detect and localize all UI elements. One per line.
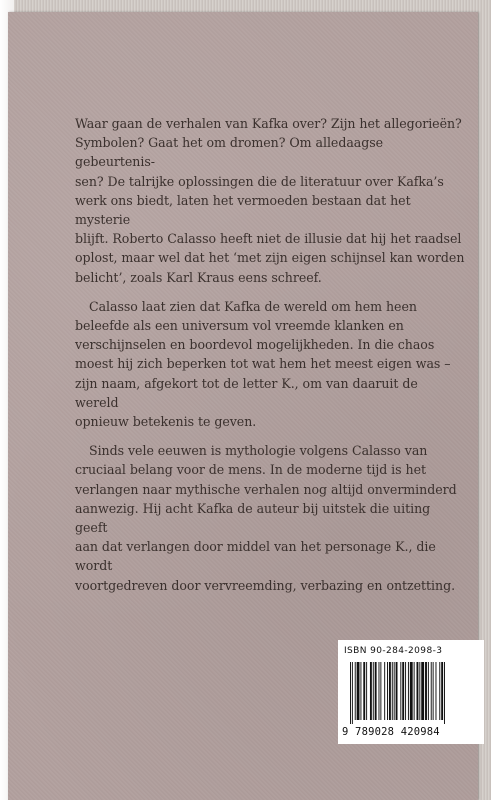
ean-digits: 9 789028 420984 bbox=[342, 726, 440, 738]
barcode-bar bbox=[439, 662, 440, 720]
barcode-label bbox=[338, 640, 484, 744]
barcode-bar bbox=[357, 662, 360, 720]
barcode-bar bbox=[394, 662, 395, 720]
barcode-bar bbox=[350, 662, 351, 724]
barcode-bar bbox=[441, 662, 443, 720]
barcode-bar bbox=[444, 662, 445, 724]
blurb-paragraph-2: Calasso laat zien dat Kafka de wereld om hem heen beleefde als een universum vol vreemde klanken en verschijnselen en boordevol mogelijkheden. In die chaos moest hij zich beperken tot wat hem het meest eigen was – zijn naam, afgekort tot de letter K., om van daaruit de wereld opnieuw betekenis te geven. bbox=[75, 298, 451, 430]
barcode-bar bbox=[363, 662, 365, 720]
barcode-bar bbox=[392, 662, 393, 720]
barcode-bar bbox=[421, 662, 424, 720]
barcode-bar bbox=[431, 662, 432, 720]
barcode-bar bbox=[396, 662, 398, 720]
barcode-bar bbox=[433, 662, 434, 720]
barcode-bar bbox=[360, 662, 361, 720]
blurb-text bbox=[75, 114, 465, 605]
barcode-bar bbox=[387, 662, 388, 720]
barcode-bar bbox=[425, 662, 427, 720]
barcode-bar bbox=[373, 662, 374, 720]
barcode-bar bbox=[414, 662, 415, 720]
blurb-paragraph-3: Sinds vele eeuwen is mythologie volgens Calasso van cruciaal belang voor de mens. In de moderne tijd is het verlangen naar mythische verhalen nog altijd onverminderd aanwezig. Hij acht Kafka de auteur bij uitstek die uiting geeft aan dat verlangen door middel van het personage K., die wordt voortgedreven door vervreemding, verbazing en ontzetting. bbox=[75, 443, 457, 593]
barcode-bar bbox=[400, 662, 401, 720]
barcode-bar bbox=[408, 662, 409, 720]
barcode-bar bbox=[355, 662, 356, 720]
barcode-bar bbox=[366, 662, 367, 720]
barcode-bar bbox=[352, 662, 353, 724]
barcode-icon bbox=[350, 662, 474, 724]
barcode-bar bbox=[417, 662, 419, 720]
barcode-bar bbox=[379, 662, 380, 720]
isbn-text: ISBN 90-284-2098-3 bbox=[344, 646, 443, 656]
barcode-bar bbox=[370, 662, 372, 720]
barcode-bar bbox=[375, 662, 377, 720]
barcode-bar bbox=[410, 662, 413, 720]
barcode-bar bbox=[405, 662, 406, 720]
barcode-bar bbox=[389, 662, 391, 720]
barcode-bar bbox=[380, 662, 381, 720]
barcode-bar bbox=[436, 662, 437, 720]
barcode-bar bbox=[428, 662, 429, 720]
blurb-paragraph-1: Waar gaan de verhalen van Kafka over? Zijn het allegorieën? Symbolen? Gaat het om dromen? Om alledaagse gebeurtenis- sen? De talrijke oplossingen die de literatuur over Kafka’s werk ons biedt, laten het vermoeden bestaan dat het mysterie blijft. Roberto Calasso heeft niet de illusie dat hij het raadsel oplost, maar wel dat het ‘met zijn eigen schijnsel kan worden belicht’, zoals Karl Kraus eens schreef. bbox=[75, 116, 465, 285]
barcode-bar bbox=[402, 662, 404, 720]
barcode-bar bbox=[419, 662, 420, 720]
barcode-bar bbox=[384, 662, 385, 720]
